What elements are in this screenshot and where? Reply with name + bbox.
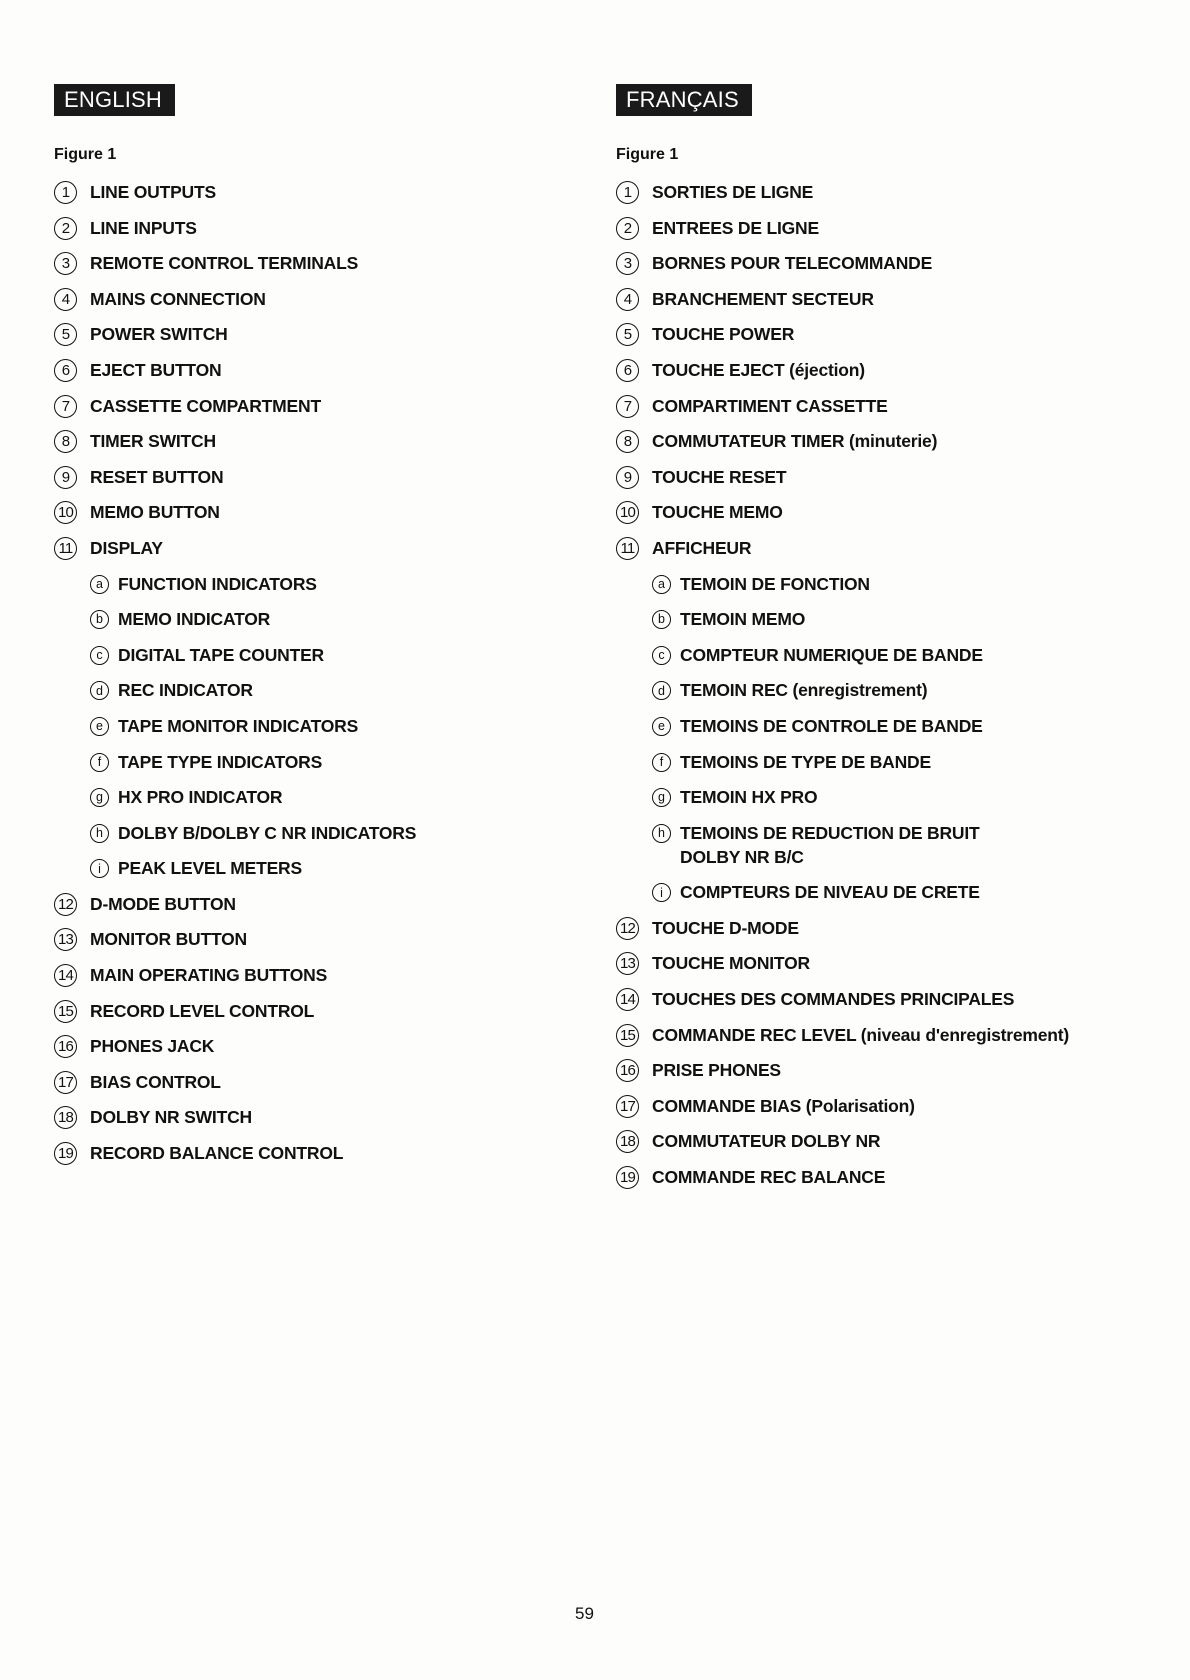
sub-list-item — [54, 678, 594, 702]
circled-number-marker: 2 — [616, 217, 639, 240]
item-label: AFFICHEUR — [652, 537, 752, 558]
circled-number-marker: 19 — [54, 1142, 77, 1165]
list-item — [616, 322, 1176, 346]
circled-number-marker: g — [90, 788, 109, 807]
circled-number-marker: h — [652, 824, 671, 843]
list-item — [54, 465, 594, 489]
sub-list-item — [54, 856, 594, 880]
list-item — [616, 1129, 1176, 1153]
circled-number-marker: a — [90, 575, 109, 594]
item-label: TOUCHE EJECT (éjection) — [652, 359, 865, 380]
item-label: TOUCHE RESET — [652, 466, 787, 487]
french-column — [616, 84, 1176, 1201]
circled-number-marker: 5 — [616, 323, 639, 346]
circled-number-marker: 4 — [616, 288, 639, 311]
list-item — [54, 287, 594, 311]
page-number-container — [0, 1604, 1190, 1624]
list-item — [616, 536, 1176, 560]
list-item — [54, 963, 594, 987]
list-item — [54, 999, 594, 1023]
item-label: PEAK LEVEL METERS — [118, 858, 302, 879]
item-label: LINE OUTPUTS — [90, 182, 216, 202]
sub-list-item — [616, 643, 1176, 667]
list-item — [616, 216, 1176, 240]
item-label: COMPTEURS DE NIVEAU DE CRETE — [680, 882, 980, 903]
list-item — [616, 987, 1176, 1011]
circled-number-marker: 18 — [54, 1106, 77, 1129]
item-label: TEMOINS DE REDUCTION DE BRUIT DOLBY NR B/C — [680, 822, 980, 867]
sub-list-item — [54, 714, 594, 738]
item-label: BIAS CONTROL — [90, 1071, 221, 1092]
circled-number-marker: 15 — [616, 1024, 639, 1047]
circled-number-marker: i — [90, 859, 109, 878]
item-label: COMPTEUR NUMERIQUE DE BANDE — [680, 644, 983, 665]
item-label: PRISE PHONES — [652, 1060, 781, 1081]
page-number: 59 — [575, 1604, 594, 1623]
english-item-list — [54, 180, 594, 1165]
item-label: FUNCTION INDICATORS — [118, 573, 317, 594]
list-item — [54, 536, 594, 560]
item-label: HX PRO INDICATOR — [118, 787, 283, 808]
list-item — [616, 180, 1176, 204]
circled-number-marker: 7 — [616, 395, 639, 418]
sub-list-item — [616, 678, 1176, 702]
item-label: TIMER SWITCH — [90, 431, 216, 452]
item-label: TOUCHE MONITOR — [652, 953, 810, 974]
item-label: COMMANDE REC LEVEL (niveau d'enregistrement) — [652, 1024, 1070, 1045]
item-label: DOLBY NR SWITCH — [90, 1107, 252, 1128]
list-item — [54, 927, 594, 951]
french-item-list — [616, 180, 1176, 1189]
list-item — [54, 892, 594, 916]
circled-number-marker: c — [90, 646, 109, 665]
circled-number-marker: 12 — [54, 893, 77, 916]
circled-number-marker: 13 — [54, 928, 77, 951]
circled-number-marker: f — [652, 753, 671, 772]
circled-number-marker: a — [652, 575, 671, 594]
circled-number-marker: 11 — [54, 537, 77, 560]
item-label: RECORD LEVEL CONTROL — [90, 1000, 315, 1021]
item-label: MONITOR BUTTON — [90, 929, 247, 950]
circled-number-marker: d — [652, 681, 671, 700]
circled-number-marker: h — [90, 824, 109, 843]
list-item — [54, 358, 594, 382]
item-label: DIGITAL TAPE COUNTER — [118, 644, 325, 665]
circled-number-marker: 17 — [54, 1071, 77, 1094]
circled-number-marker: g — [652, 788, 671, 807]
item-label: TEMOIN DE FONCTION — [680, 573, 870, 594]
list-item — [54, 322, 594, 346]
circled-number-marker: 6 — [616, 359, 639, 382]
circled-number-marker: 5 — [54, 323, 77, 346]
circled-number-marker: b — [90, 610, 109, 629]
list-item — [616, 429, 1176, 453]
item-label: SORTIES DE LIGNE — [652, 182, 814, 202]
english-language-tab: ENGLISH — [54, 84, 175, 116]
circled-number-marker: 10 — [616, 501, 639, 524]
circled-number-marker: 14 — [616, 988, 639, 1011]
sub-list-item — [616, 750, 1176, 774]
circled-number-marker: 3 — [54, 252, 77, 275]
item-label: DISPLAY — [90, 537, 163, 558]
sub-list-item — [616, 572, 1176, 596]
circled-number-marker: 8 — [616, 430, 639, 453]
item-label: REC INDICATOR — [118, 680, 253, 701]
list-item — [616, 500, 1176, 524]
circled-number-marker: 6 — [54, 359, 77, 382]
circled-number-marker: 9 — [616, 466, 639, 489]
circled-number-marker: 2 — [54, 217, 77, 240]
list-item — [616, 1094, 1176, 1118]
item-label: BRANCHEMENT SECTEUR — [652, 288, 874, 309]
sub-list-item — [54, 607, 594, 631]
list-item — [616, 916, 1176, 940]
circled-number-marker: 18 — [616, 1130, 639, 1153]
sub-list-item — [54, 643, 594, 667]
item-label: COMPARTIMENT CASSETTE — [652, 395, 888, 416]
french-language-tab: FRANÇAIS — [616, 84, 752, 116]
circled-number-marker: 7 — [54, 395, 77, 418]
list-item — [616, 1058, 1176, 1082]
circled-number-marker: 16 — [54, 1035, 77, 1058]
circled-number-marker: 13 — [616, 952, 639, 975]
french-figure-title: Figure 1 — [616, 146, 679, 163]
item-label: MAIN OPERATING BUTTONS — [90, 965, 328, 986]
circled-number-marker: 11 — [616, 537, 639, 560]
list-item — [616, 951, 1176, 975]
circled-number-marker: e — [90, 717, 109, 736]
item-label: TEMOIN HX PRO — [680, 787, 818, 808]
circled-number-marker: 14 — [54, 964, 77, 987]
list-item — [616, 1165, 1176, 1189]
circled-number-marker: 1 — [616, 181, 639, 204]
sub-list-item — [616, 821, 1176, 869]
circled-number-marker: 4 — [54, 288, 77, 311]
circled-number-marker: 12 — [616, 917, 639, 940]
english-figure-title: Figure 1 — [54, 146, 117, 163]
circled-number-marker: c — [652, 646, 671, 665]
circled-number-marker: 9 — [54, 466, 77, 489]
circled-number-marker: 16 — [616, 1059, 639, 1082]
circled-number-marker: i — [652, 883, 671, 902]
item-label: COMMUTATEUR TIMER (minuterie) — [652, 431, 938, 452]
list-item — [54, 216, 594, 240]
list-item — [54, 1141, 594, 1165]
list-item — [54, 251, 594, 275]
list-item — [616, 394, 1176, 418]
sub-list-item — [616, 880, 1176, 904]
item-label: POWER SWITCH — [90, 324, 228, 345]
circled-number-marker: b — [652, 610, 671, 629]
sub-list-item — [616, 607, 1176, 631]
item-label: TEMOINS DE TYPE DE BANDE — [680, 751, 931, 772]
english-column — [54, 84, 594, 1177]
list-item — [54, 1105, 594, 1129]
item-label: TEMOINS DE CONTROLE DE BANDE — [680, 715, 983, 736]
sub-list-item — [54, 750, 594, 774]
sub-list-item — [54, 821, 594, 845]
list-item — [616, 358, 1176, 382]
list-item — [54, 180, 594, 204]
circled-number-marker: e — [652, 717, 671, 736]
item-label: TAPE TYPE INDICATORS — [118, 751, 323, 772]
list-item — [54, 1070, 594, 1094]
circled-number-marker: 19 — [616, 1166, 639, 1189]
item-label: TAPE MONITOR INDICATORS — [118, 715, 359, 736]
circled-number-marker: 1 — [54, 181, 77, 204]
sub-list-item — [54, 785, 594, 809]
item-label: COMMUTATEUR DOLBY NR — [652, 1131, 881, 1152]
item-label: TOUCHE D-MODE — [652, 917, 799, 938]
item-label: TOUCHE POWER — [652, 324, 795, 345]
item-label: CASSETTE COMPARTMENT — [90, 395, 321, 416]
list-item — [54, 500, 594, 524]
list-item — [616, 287, 1176, 311]
circled-number-marker: 17 — [616, 1095, 639, 1118]
list-item — [54, 429, 594, 453]
item-label: RECORD BALANCE CONTROL — [90, 1143, 344, 1164]
item-label: MEMO INDICATOR — [118, 609, 271, 630]
item-label: REMOTE CONTROL TERMINALS — [90, 253, 359, 274]
list-item — [54, 394, 594, 418]
item-label: D-MODE BUTTON — [90, 893, 236, 914]
list-item — [616, 251, 1176, 275]
circled-number-marker: 3 — [616, 252, 639, 275]
item-label: RESET BUTTON — [90, 466, 224, 487]
sub-list-item — [616, 785, 1176, 809]
sub-list-item — [616, 714, 1176, 738]
circled-number-marker: 10 — [54, 501, 77, 524]
list-item — [54, 1034, 594, 1058]
item-label: TOUCHE MEMO — [652, 502, 783, 523]
list-item — [616, 465, 1176, 489]
item-label: ENTREES DE LIGNE — [652, 217, 819, 238]
item-label: MEMO BUTTON — [90, 502, 220, 523]
item-label: TEMOIN MEMO — [680, 609, 806, 630]
item-label: PHONES JACK — [90, 1036, 215, 1057]
item-label: DOLBY B/DOLBY C NR INDICATORS — [118, 822, 417, 843]
sub-list-item — [54, 572, 594, 596]
circled-number-marker: f — [90, 753, 109, 772]
circled-number-marker: 8 — [54, 430, 77, 453]
item-label: LINE INPUTS — [90, 217, 197, 238]
item-label: BORNES POUR TELECOMMANDE — [652, 253, 933, 274]
item-label: COMMANDE BIAS (Polarisation) — [652, 1095, 915, 1116]
circled-number-marker: d — [90, 681, 109, 700]
list-item — [616, 1023, 1176, 1047]
circled-number-marker: 15 — [54, 1000, 77, 1023]
item-label: EJECT BUTTON — [90, 359, 222, 380]
item-label: COMMANDE REC BALANCE — [652, 1167, 886, 1188]
item-label: TOUCHES DES COMMANDES PRINCIPALES — [652, 989, 1015, 1010]
item-label: MAINS CONNECTION — [90, 288, 266, 309]
item-label: TEMOIN REC (enregistrement) — [680, 680, 928, 701]
